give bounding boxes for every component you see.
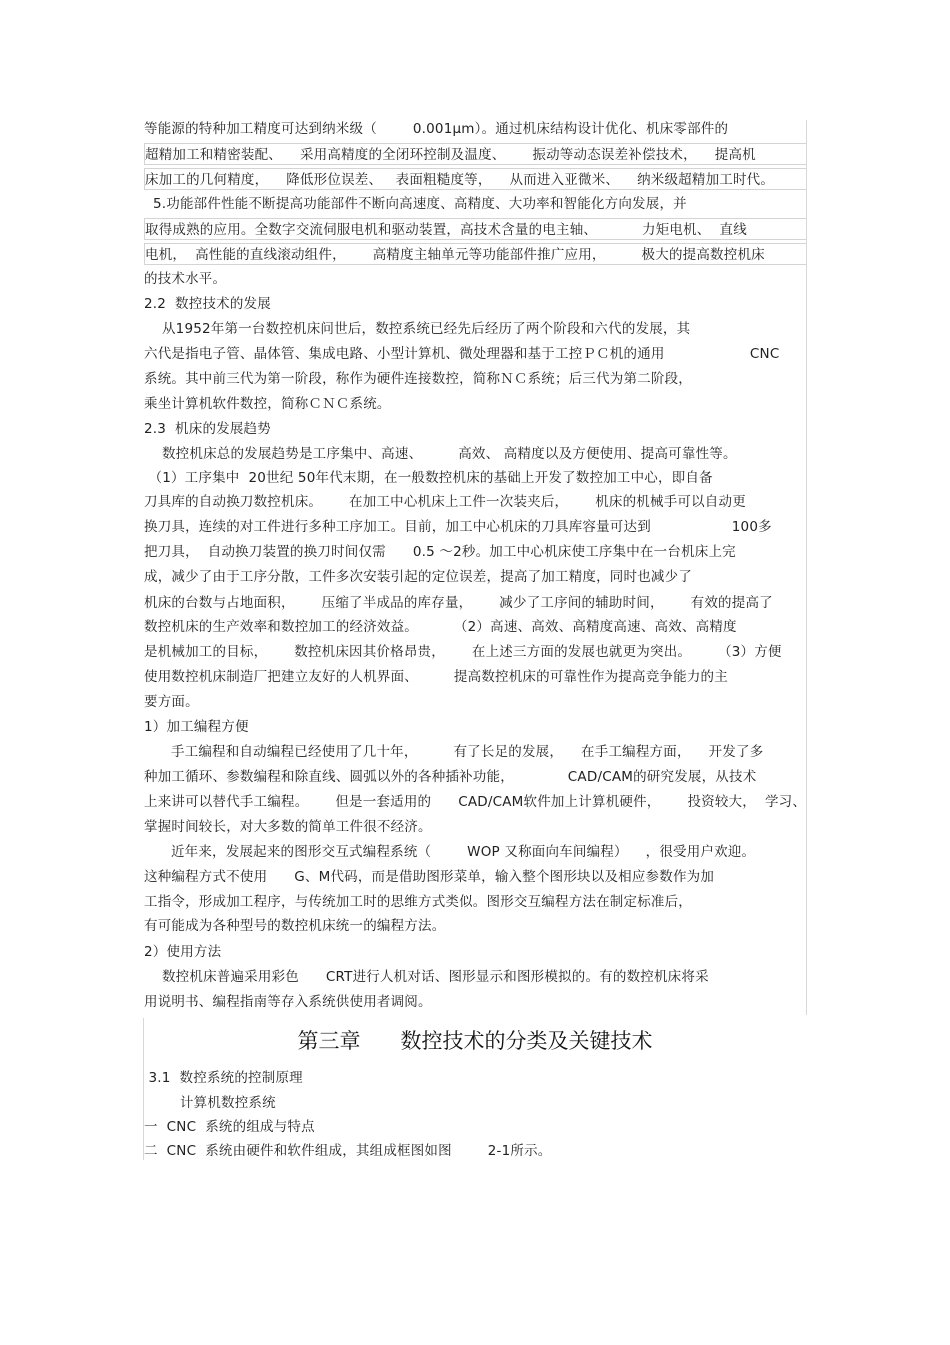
text-line: 一 CNC 系统的组成与特点: [144, 1119, 315, 1135]
text-line: 床加工的几何精度， 降低形位误差、 表面粗糙度等， 从而进入亚微米、 纳米级超精加工时代。: [144, 168, 806, 190]
text-line: 计算机数控系统: [144, 1095, 276, 1111]
right-margin-rule: [806, 120, 807, 1015]
text-line: 二 CNC 系统由硬件和软件组成，其组成框图如图 2-1所示。: [144, 1143, 552, 1159]
text-line: 数控机床的生产效率和数控加工的经济效益。 （2）高速、高效、高精度高速、高效、高精度: [144, 619, 737, 635]
text-line: （1）工序集中 20世纪 50年代末期，在一般数控机床的基础上开发了数控加工中心，即自备: [144, 470, 713, 486]
text-line: 机床的台数与占地面积， 压缩了半成品的库存量， 减少了工序间的辅助时间， 有效的提高了: [144, 595, 773, 611]
text-line: 系统。其中前三代为第一阶段，称作为硬件连接数控，简称ＮＣ系统；后三代为第二阶段，: [144, 371, 692, 387]
text-line: 等能源的特种加工精度可达到纳米级（ 0.001μm）。通过机床结构设计优化、机床零部件的: [144, 121, 729, 137]
subsection-heading: 2）使用方法: [144, 944, 222, 960]
text-line: 成，减少了由于工序分散，工件多次安装引起的定位误差，提高了加工精度，同时也减少了: [144, 569, 692, 585]
text-line: 是机械加工的目标， 数控机床因其价格昂贵， 在上述三方面的发展也就更为突出。 （3）方便: [144, 644, 782, 660]
text-line: 把刀具， 自动换刀装置的换刀时间仅需 0.5 ～2秒。加工中心机床使工序集中在一台机床上完: [144, 544, 736, 560]
text-line: 超精加工和精密装配、 采用高精度的全闭环控制及温度、 振动等动态误差补偿技术， 提高机: [144, 143, 806, 165]
text-line: 数控机床总的发展趋势是工序集中、高速、 高效、 高精度以及方便使用、提高可靠性等。: [144, 446, 737, 462]
text-line: 近年来，发展起来的图形交互式编程系统（ WOP 又称面向车间编程） ，很受用户欢迎。: [144, 844, 756, 860]
text-line: 掌握时间较长，对大多数的简单工件很不经济。: [144, 819, 432, 835]
text-line: 使用数控机床制造厂把建立友好的人机界面、 提高数控机床的可靠性作为提高竞争能力的主: [144, 669, 728, 685]
text-line: 取得成熟的应用。全数字交流伺服电机和驱动装置，高技术含量的电主轴、 力矩电机、 直线: [144, 218, 806, 240]
text-line: 从1952年第一台数控机床问世后，数控系统已经先后经历了两个阶段和六代的发展，其: [144, 321, 691, 337]
section-heading: 3.1 数控系统的控制原理: [144, 1070, 303, 1086]
chapter-title: 第三章 数控技术的分类及关键技术: [297, 1029, 653, 1053]
section-heading: 2.3 机床的发展趋势: [144, 421, 271, 437]
text-line: 这种编程方式不使用 G、M代码，而是借助图形菜单，输入整个图形块以及相应参数作为加: [144, 869, 715, 885]
text-line: 换刀具，连续的对工件进行多种工序加工。目前，加工中心机床的刀具库容量可达到 100多: [144, 519, 772, 535]
text-line: 用说明书、编程指南等存入系统供使用者调阅。: [144, 994, 432, 1010]
text-line: 电机， 高性能的直线滚动组件， 高精度主轴单元等功能部件推广应用， 极大的提高数控机床: [144, 243, 806, 265]
text-line: 5.功能部件性能不断提高功能部件不断向高速度、高精度、大功率和智能化方向发展，并: [144, 196, 687, 212]
text-line: 要方面。: [144, 694, 199, 710]
text-line: 上来讲可以替代手工编程。 但是一套适用的 CAD/CAM软件加上计算机硬件， 投资较大， 学习、: [144, 794, 807, 810]
text-line: 数控机床普遍采用彩色 CRT进行人机对话、图形显示和图形模拟的。有的数控机床将采: [144, 969, 709, 985]
text-line: 乘坐计算机软件数控，简称ＣＮＣ系统。: [144, 396, 391, 412]
subsection-heading: 1）加工编程方便: [144, 719, 249, 735]
text-line: 刀具库的自动换刀数控机床。 在加工中心机床上工件一次装夹后， 机床的机械手可以自动更: [144, 494, 746, 510]
section-heading: 2.2 数控技术的发展: [144, 296, 271, 312]
text-line: 手工编程和自动编程已经使用了几十年， 有了长足的发展， 在手工编程方面， 开发了多: [144, 744, 764, 760]
text-line: 种加工循环、参数编程和除直线、圆弧以外的各种插补功能， CAD/CAM的研究发展，从技术: [144, 769, 757, 785]
text-line: 六代是指电子管、晶体管、集成电路、小型计算机、微处理器和基于工控ＰＣ机的通用 CNC: [144, 346, 780, 362]
text-line: 的技术水平。: [144, 271, 227, 287]
text-line: 有可能成为各种型号的数控机床统一的编程方法。: [144, 918, 446, 934]
text-line: 工指令，形成加工程序，与传统加工时的思维方式类似。图形交互编程方法在制定标准后，: [144, 894, 692, 910]
